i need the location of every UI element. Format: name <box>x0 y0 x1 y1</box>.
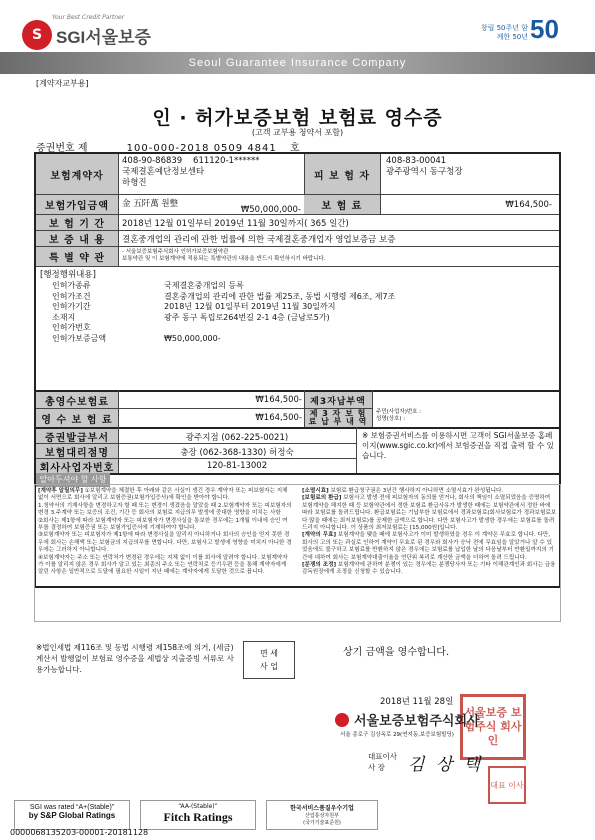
business-number-label: 회사사업자번호 <box>36 459 118 473</box>
note-paragraph: [보험료의 환급] 보험사고 발생 전에 피보험자의 동의를 얻거나, 회사의 책임이 소멸되었음을 증명하여 보험계약을 해지한 때 등 보험약관에서 정한 보험료 환급사유가 발생한 때에는 보험약관에서 정한 바에 따라 보험료를 돌려드립니다. 환급보험료는 기납부한 보험료에서 경과보험료(회사보험료가 경과보험료보다 많을 때에는 최저보험료)를 공제한 금액으로 합니다. 다만 보험사고가 발생한 경우에는 보험료를 돌려드리지 아니합니다. 이 상품의 최저보험료는 [15,000원]입니다. <box>302 495 557 532</box>
company-logo-icon <box>335 713 349 727</box>
web-service-note: ※ 보험증권서비스를 이용하시면 고객이 SGI서울보증 홈페이지(www.sgic.co.kr)에서 보험증권을 직접 출력 할 수 있습니다. <box>362 431 554 460</box>
ceo-seal-stamp: 대표 이사 <box>488 766 526 804</box>
page-subtitle: (고객 교부용 청약서 포함) <box>251 128 344 137</box>
note-paragraph: [분쟁의 조정] 보험계약에 관하여 분쟁이 있는 경우에는 분쟁당사자 또는 기타 이해관계인과 회사는 금융감독원장에게 조정을 신청할 수 있습니다. <box>302 562 556 576</box>
admin-row: 인허가번호 <box>52 323 91 332</box>
logo-tagline: Your Best Credit Partner <box>52 14 125 21</box>
insured-value: 408-83-00041 광주광역시 동구청장 <box>386 156 463 177</box>
sp-rating-badge: SGI was rated “A+(Stable)” by S&P Global Ratings <box>14 800 130 830</box>
note-paragraph: ④보험계약자는 주소 또는 연락처가 변경된 경우에는 지체 없이 이를 회사에 알려야 합니다. 보험계약자가 이를 알리지 않은 경우 회사가 알고 있는 최종의 주소 또는 연락처로 등기우편 등을 통해 계약자에게 알린 사항은 일반적으로 도달에 필요한 시일이 지난 때에는 계약자에게 도달한 것으로 봅니다. <box>38 554 288 576</box>
cert-label: 증권번호 제 <box>36 143 88 154</box>
received-premium-value: ₩164,500- <box>255 413 302 423</box>
third-party-info: 주민(사업자)번호 : 성명(상호) : <box>376 409 422 422</box>
amount-hanja: 金 五阡萬 원整 <box>122 199 179 209</box>
admin-row: 인허가기간 2018년 12월 01일부터 2019년 11월 30일까지 <box>52 302 336 311</box>
anniversary-text: 창립 50주년 함께한 50년 <box>480 24 528 41</box>
receipt-confirm: 상기 금액을 영수합니다. <box>343 647 450 658</box>
note-paragraph: ②회사는 제1항에 따라 보험계약자 또는 피보험자가 변경사실을 통보한 경우에는 1개월 이내에 승인 여부를 결정하여 보험증권 또는 보험가입증서에 기재하여야 합니다. <box>38 517 288 532</box>
agent-value: 충장 (062-368-1330) 허정숙 <box>180 448 294 458</box>
header-band <box>0 52 595 74</box>
total-premium-value: ₩164,500- <box>255 395 302 405</box>
amount-value: ₩50,000,000- <box>240 205 301 215</box>
fitch-rating-badge: “AA-(Stable)” Fitch Ratings <box>140 800 256 830</box>
content-value: 결혼중개업의 관리에 관한 법률에 의한 국제결혼중개업자 영업보증금 보증 <box>122 235 396 245</box>
content-label: 보 증 내 용 <box>36 231 118 246</box>
special-terms-label: 특 별 약 관 <box>36 247 118 266</box>
company-name: 서울보증보험주식회사 <box>335 710 480 729</box>
business-number-value: 120-81-13002 <box>206 461 268 471</box>
company-english-name: Seoul Guarantee Insurance Company <box>188 57 407 69</box>
company-seal-stamp: 서울보증 보험주식 회사인 <box>460 694 526 760</box>
ksqi-badge: 한국서비스품질우수기업 산업통상자원부 (국가기술표준원) <box>266 800 378 830</box>
note-paragraph: [계약의 무효] 보험계약을 맺을 때에 보험사고가 이미 발생하였을 경우 이 계약은 무효로 합니다. 다만, 회사의 고의 또는 과실로 인하여 계약이 무효로 된 경우와 회사가 승낙 전에 무효임을 알았거나 알 수 있었음에도 불구하고 보험료를 반환하지 않은 경우에는 보험료를 납입한 날의 다음날부터 반환일까지의 기간에 대하여 회사는 보험계약대출이율을 연단위 복리로 계산한 금액을 더하여 돌려 드립니다. <box>302 532 554 561</box>
issuer-value: 광주지점 (062-225-0021) <box>185 433 289 443</box>
agent-label: 보험대리점명 <box>36 444 118 458</box>
contractor-label: 보험계약자 <box>36 154 118 194</box>
admin-title: [행정행위내용] <box>40 270 96 280</box>
notes-right-column <box>302 488 557 577</box>
receipt-date: 2018년 11월 28일 <box>380 697 454 707</box>
tax-exempt-box: 면 세 사 업 <box>243 641 295 679</box>
third-party-payment-label: 제3자납부액 <box>304 392 372 408</box>
note-paragraph: [계약후 알릴의무] ①보험계약을 체결한 후 아래와 같은 사실이 생긴 경우 계약자 또는 피보험자는 지체없이 서면으로 회사에 알리고 보험증권(보험가입증서)에 확인을 받아야 합니다. <box>38 488 288 502</box>
contractor-value: 408-90-86839 611120-1****** 국제결혼예단정보센타 하형진 <box>122 156 260 188</box>
admin-row: 인허가보증금액 ₩50,000,000- <box>52 333 221 343</box>
anniversary-50-logo: 50 <box>530 14 559 44</box>
ceo-title: 대표이사 사 장 <box>368 752 397 772</box>
admin-row: 인허가조건 결혼중개업의 관리에 관한 법률 제25조, 동법 시행령 제6조, 제7조 <box>52 291 396 301</box>
note-paragraph: [소멸시효] 보험료 환급청구권은 3년간 행사하지 아니하면 소멸시효가 완성됩니다. <box>302 488 504 494</box>
premium-value: ₩164,500- <box>505 200 552 210</box>
admin-row: 인허가종류 국제결혼중개업의 등록 <box>52 281 244 290</box>
admin-row: 소재지 광주 동구 독립로264번길 2-1 4층 (금남로5가) <box>52 312 330 322</box>
cert-number-value: 100-000-2018 0509 4841 <box>126 143 277 154</box>
ceo-signature: 김 상 택 <box>408 755 484 775</box>
period-value: 2018년 12월 01일부터 2019년 11월 30일까지( 365 일간) <box>122 219 349 229</box>
insured-label: 피 보 험 자 <box>304 154 380 194</box>
note-paragraph: 1.청약서의 기재사항을 변경하고자 할 때 또는 변경이 생겼음을 알았을 때 2.보험계약자 또는 피보험자의 변경 3.주계약 또는 보증의 조건, 기간 등 회사의 보험료 지급의무 발생에 중대한 영향을 미치는 사항 <box>38 502 292 517</box>
logo-mark-icon: S <box>22 20 52 50</box>
notes-left-column <box>38 488 292 577</box>
note-paragraph: ③보험계약자 또는 피보험자가 제1항에 따라 변경사실을 알리지 아니하거나 회사의 승인을 얻지 못한 경우에 회사는 손해액 또는 보험금의 지급의무를 면합니다. 다만, 보험사고 발생에 영향을 미치지 아니한 경우에는 그러하지 아니합니다. <box>38 532 292 554</box>
total-premium-label: 총영수보험료 <box>36 392 118 408</box>
received-premium-label: 영 수 보 험 료 <box>36 409 118 427</box>
notes-tab: 알아두셔야 할 사항 <box>36 473 110 487</box>
tax-law-note: ※법인세법 제116조 및 동법 시행령 제158조에 의거, (세금)계산서 발행없이 보험료 영수증을 세법상 지출증빙 서류로 사용가능합니다. <box>36 643 234 674</box>
logo-name: SGI서울보증 <box>56 27 151 47</box>
document-serial: 0000068135203-00001-20181128 <box>10 828 149 837</box>
third-party-premium-label: 제 3 자 보 험 료 납 부 내 역 <box>304 409 372 427</box>
special-terms-value: - 서울보증보험주식회사 인허가보증보험약관 보통약관 및 이 보험계약에 적용되는 특별약관의 내용을 반드시 확인하시기 바랍니다. <box>122 249 326 262</box>
period-label: 보 험 기 간 <box>36 215 118 230</box>
cert-suffix: 호 <box>289 143 300 154</box>
page-title: 인 · 허가보증보험 보험료 영수증 <box>152 107 443 129</box>
amount-label: 보험가입금액 <box>36 195 118 214</box>
premium-label: 보 험 료 <box>304 195 380 214</box>
copy-type-tag: [계약자교부용] <box>36 79 89 88</box>
sgi-logo <box>22 16 151 54</box>
company-address: 서울 종로구 김상옥로 29(연지동,보증보험빌딩) <box>340 732 454 738</box>
issuer-label: 증권발급부서 <box>36 429 118 443</box>
